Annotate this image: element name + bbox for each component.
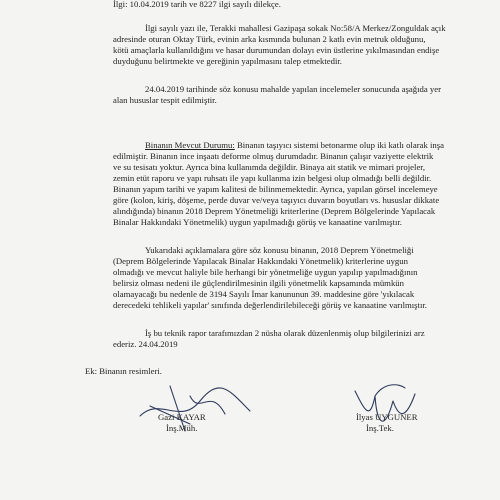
text-line: olmadığı ve mevcut haliyle bile herhangi bir yönetmeliğe uygun yapılıp yapılmadığının: [113, 267, 418, 277]
text-line: kötü amaçlarla kullanıldığını ve hasar durumundan dolayı evin üstlerine yıkılmasından endişe: [113, 45, 440, 55]
text-line: [145, 140, 444, 151]
signer-name: Gazi KAYAR: [158, 412, 206, 422]
text-line: alan hususlar tespit edilmiştir.: [113, 95, 217, 105]
text-line: Binanın yapım tarihi ve yapım kalitesi de bilinmemektedir. Ayrıca, yapılan görsel incelemeye: [113, 184, 438, 194]
signer-title: İnş.Tek.: [366, 423, 394, 433]
text-line: 24.04.2019 tarihinde söz konusu mahalde yapılan incelemeler sonucunda aşağıda yer: [145, 84, 442, 94]
text-line: derecedeki tehlikeli yapılar' sınıfında değerlendirilebileceği görüş ve kanaatine varılmıştır.: [113, 300, 427, 310]
text-line: ederiz. 24.04.2019: [113, 339, 178, 349]
text-line: Yukarıdaki açıklamalara göre söz konusu binanın, 2018 Deprem Yönetmeliği: [145, 245, 414, 255]
signer-name: İlyas UYGUNER: [356, 412, 418, 422]
text-line: edilmiştir. Binanın ince inşaatı deforme olmuş durumdadır. Binanın çalışır vaziyette elektrik: [113, 151, 434, 161]
signer-title: İnş.Müh.: [166, 423, 198, 433]
text-line: belirsiz olması nedeni ile güçlendirilmesinin ilgili yönetmelik kapsamında mümkün: [113, 278, 404, 288]
text-line: İş bu teknik rapor tarafımızdan 2 nüsha olarak düzenlenmiş olup bilgilerinizi arz: [145, 328, 425, 338]
text-line: (Deprem Bölgelerinde Yapılacak Binalar Hakkındaki Yönetmelik) kriterlerine uygun: [113, 256, 408, 266]
attachment-note: Ek: Binanın resimleri.: [85, 366, 162, 376]
text-line: olamayacağı bu nedenle de 3194 Sayılı İmar kanununun 39. maddesine göre 'yıkılacak: [113, 289, 415, 299]
text-line: İlgi sayılı yazı ile, Terakki mahallesi Gazipaşa sokak No:58/A Merkez/Zonguldak açık: [145, 23, 446, 33]
text-line: zemin etüt raporu ve yapı ruhsatı ile yapı kullanma izin belgesi olup olmadığı belli değildir.: [113, 173, 432, 183]
text-line: göre (kolon, kiriş, döşeme, perde duvar ve/veya taşıyıcı duvarın boyutları vs. hususlar dikkate: [113, 195, 440, 205]
reference-line: İlgi: 10.04.2019 tarih ve 8227 ilgi sayılı dilekçe.: [113, 0, 281, 9]
text-line: adresinde oturan Oktay Türk, evinin arka kısmında bulunan 2 katlı evin metruk olduğunu,: [113, 34, 426, 44]
section-heading: Binanın Mevcut Durumu:: [145, 140, 235, 150]
text-fragment: Binanın taşıyıcı sistemi betonarme olup iki katlı olarak inşa: [234, 140, 444, 150]
text-line: ve su tesisatı yoktur. Ayrıca bina kullanımda değildir. Binaya ait statik ve mimari projeler,: [113, 162, 426, 172]
text-line: duyduğunu belirtmekte ve gereğinin yapılmasını talep etmektedir.: [113, 56, 342, 66]
text-line: Binalar Hakkındaki Yönetmelik) uygun yapılmadığı görüş ve kanaatine varılmıştır.: [113, 217, 402, 227]
text-line: alındığında) binanın 2018 Deprem Yönetmeliği kriterlerine (Deprem Bölgelerinde Yapılacak: [113, 206, 436, 216]
